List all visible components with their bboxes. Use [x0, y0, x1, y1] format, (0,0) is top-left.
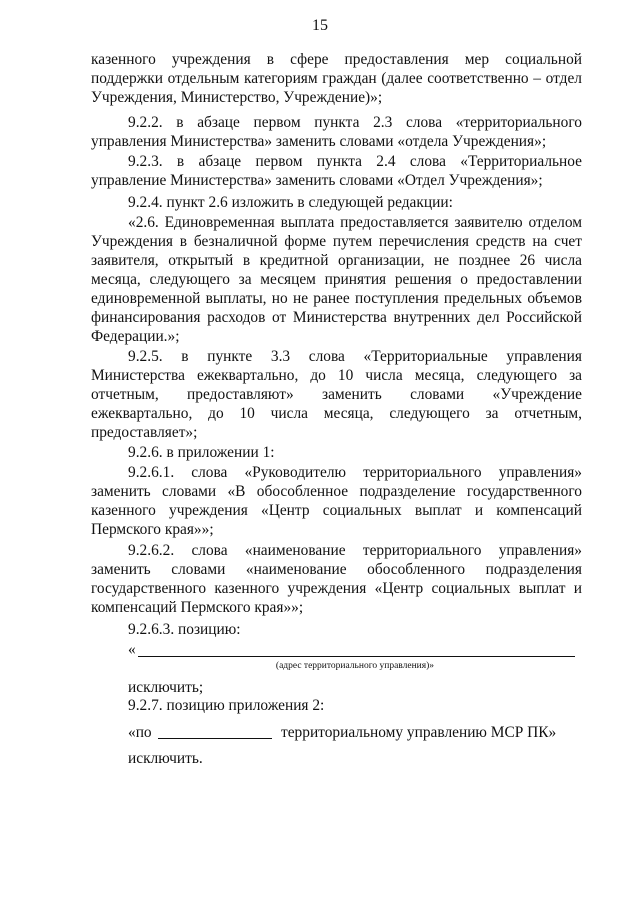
paragraph-2-6-text: «2.6. Единовременная выплата предоставляется заявителю отделом Учреждения в безналичной форме путем перечисления средств на счет заявителя, открытый в кредитной организации, не позднее 26 числа месяца, следующего за месяцем принятия решения о предоставлении единовременной выплаты, но не ранее поступления предельных объемов финансирования расходов от Министерства внутренних дел Российской Федерации.»;: [91, 214, 582, 345]
po-prefix: «по: [128, 724, 152, 741]
address-blank-line: [138, 656, 575, 657]
po-blank-line: [158, 738, 272, 739]
paragraph-9-2-6-3: 9.2.6.3. позицию:: [128, 621, 241, 638]
paragraph-9-2-7: 9.2.7. позицию приложения 2:: [128, 697, 325, 714]
paragraph-9-2-6-1: 9.2.6.1. слова «Руководителю территориального управления» заменить словами «В обособленное подразделение государственного казенного учреждения «Центр социальных выплат и компенсаций Пермского края»»;: [91, 464, 582, 538]
paragraph-9-2-6: 9.2.6. в приложении 1:: [128, 444, 275, 461]
paragraph-9-2-3: 9.2.3. в абзаце первом пункта 2.4 слова «Территориальное управление Министерства» заменить словами «Отдел Учреждения»;: [91, 153, 582, 189]
address-caption: (адрес территориального управления)»: [275, 661, 435, 671]
paragraph-9-2-4: 9.2.4. пункт 2.6 изложить в следующей редакции:: [128, 194, 453, 211]
paragraph-9-2-6-2: 9.2.6.2. слова «наименование территориального управления» заменить словами «наименование обособленного подразделения государственного казенного учреждения «Центр социальных выплат и компенсаций Пермского края»»;: [91, 542, 582, 616]
po-suffix: территориальному управлению МСР ПК»: [281, 724, 557, 741]
exclude-text-1: исключить;: [128, 679, 204, 696]
paragraph-9-2-5: 9.2.5. в пункте 3.3 слова «Территориальные управления Министерства ежеквартально, до 10 числа месяца, следующего за отчетным, предоставляют» заменить словами «Учреждение ежеквартально, до 10 числа месяца, следующего за отчетным, предоставляет»;: [91, 348, 582, 441]
quote-open: «: [128, 641, 136, 658]
exclude-text-2: исключить.: [128, 750, 203, 767]
paragraph-continuation: казенного учреждения в сфере предоставления мер социальной поддержки отдельным категориям граждан (далее соответственно – отдел Учреждения, Министерство, Учреждение)»;: [91, 51, 582, 106]
paragraph-9-2-2: 9.2.2. в абзаце первом пункта 2.3 слова «территориального управления Министерства» заменить словами «отдела Учреждения»;: [91, 114, 582, 150]
page-number: 15: [312, 17, 328, 34]
